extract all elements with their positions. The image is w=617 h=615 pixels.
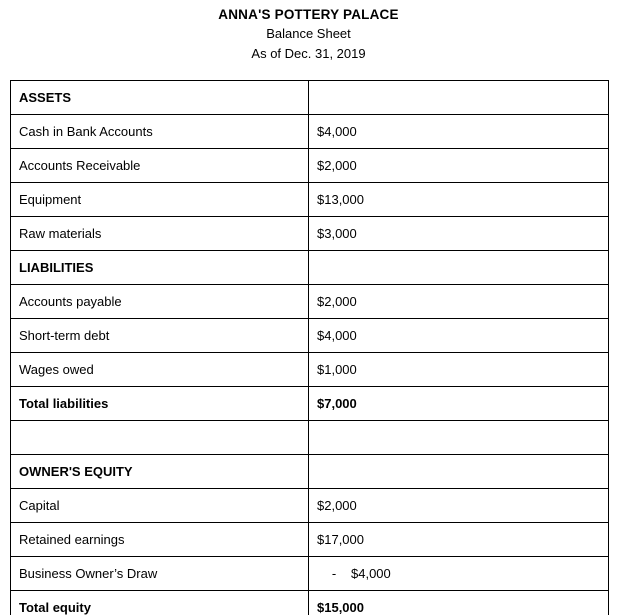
row-value: $2,000 [309, 149, 609, 183]
section-header-row [11, 81, 609, 115]
row-value: $13,000 [309, 183, 609, 217]
row-value: $4,000 [309, 319, 609, 353]
row-label: Raw materials [11, 217, 309, 251]
line-item-row [11, 183, 609, 217]
row-label [11, 421, 309, 455]
statement-date: As of Dec. 31, 2019 [251, 46, 366, 61]
row-value [309, 251, 609, 285]
row-label: Retained earnings [11, 523, 309, 557]
total-row [11, 591, 609, 615]
row-label: ASSETS [11, 81, 309, 115]
row-value: $2,000 [309, 489, 609, 523]
row-value: $17,000 [309, 523, 609, 557]
row-label: Total liabilities [11, 387, 309, 421]
balance-sheet-table-container [10, 80, 608, 615]
row-label: Total equity [11, 591, 309, 615]
row-value: $2,000 [309, 285, 609, 319]
row-value [309, 455, 609, 489]
row-value: $7,000 [309, 387, 609, 421]
row-value: $3,000 [309, 217, 609, 251]
line-item-row [11, 523, 609, 557]
balance-sheet-body [11, 81, 609, 615]
row-value [309, 421, 609, 455]
row-label: Business Owner’s Draw [11, 557, 309, 591]
row-value [309, 557, 609, 591]
total-row [11, 387, 609, 421]
section-header-row [11, 455, 609, 489]
statement-type: Balance Sheet [266, 26, 351, 41]
row-label: Cash in Bank Accounts [11, 115, 309, 149]
row-label: Wages owed [11, 353, 309, 387]
balance-sheet-table [10, 80, 609, 615]
spacer-row [11, 421, 609, 455]
row-label: Equipment [11, 183, 309, 217]
line-item-row [11, 557, 609, 591]
row-label: OWNER'S EQUITY [11, 455, 309, 489]
row-label: Short-term debt [11, 319, 309, 353]
row-label: Accounts payable [11, 285, 309, 319]
row-value: $4,000 [309, 115, 609, 149]
line-item-row [11, 149, 609, 183]
company-name: ANNA'S POTTERY PALACE [218, 7, 399, 22]
line-item-row [11, 319, 609, 353]
row-label: Capital [11, 489, 309, 523]
row-label: Accounts Receivable [11, 149, 309, 183]
line-item-row [11, 353, 609, 387]
line-item-row [11, 115, 609, 149]
line-item-row [11, 489, 609, 523]
document-header [0, 0, 617, 64]
section-header-row [11, 251, 609, 285]
line-item-row [11, 217, 609, 251]
row-amount: $4,000 [351, 565, 391, 581]
line-item-row [11, 285, 609, 319]
row-value [309, 81, 609, 115]
row-value: $1,000 [309, 353, 609, 387]
negative-sign: - [331, 565, 337, 581]
row-label: LIABILITIES [11, 251, 309, 285]
row-value: $15,000 [309, 591, 609, 615]
